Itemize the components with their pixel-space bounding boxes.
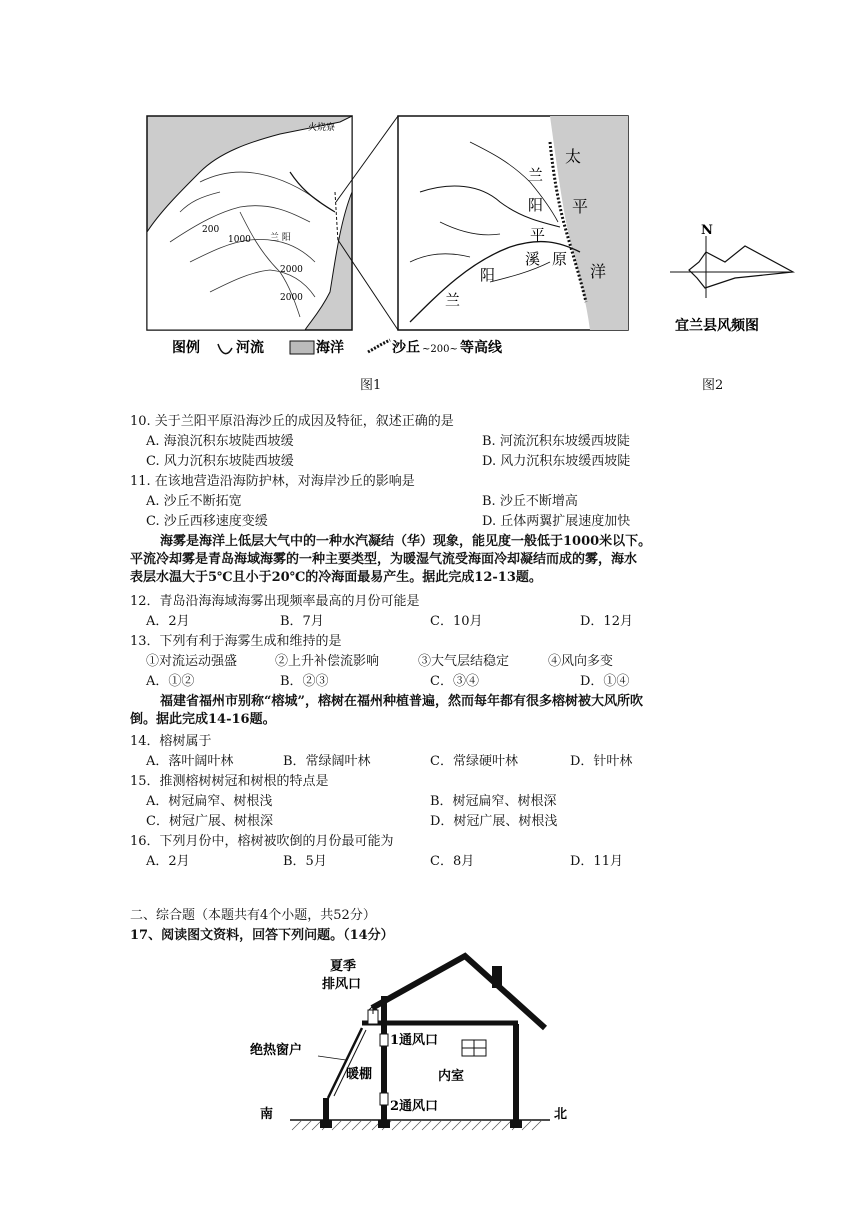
question-13-option-b[interactable]: B．②③ [280, 674, 329, 689]
question-12-option-c[interactable]: C．10月 [430, 614, 483, 629]
question-14-option-b[interactable]: B．常绿阔叶林 [283, 754, 371, 769]
question-16-option-a[interactable]: A．2月 [146, 854, 190, 869]
question-11-option-a[interactable]: A. 沙丘不断拓宽 [146, 494, 242, 509]
contour-label: 2000 [280, 293, 303, 303]
vent-1-label: 1通风口 [390, 1033, 439, 1048]
question-15-option-d[interactable]: D．树冠广展、树根浅 [430, 814, 558, 829]
question-16-option-d[interactable]: D．11月 [570, 854, 623, 869]
question-14-option-c[interactable]: C．常绿硬叶林 [430, 754, 518, 769]
river-label: 兰 [445, 291, 461, 309]
plain-label: 平 [530, 226, 546, 244]
sea-label: 太 [565, 147, 582, 166]
legend-prefix: 图例 [172, 340, 200, 356]
plain-label: 原 [552, 250, 568, 268]
river-icon [218, 344, 232, 354]
question-13-item-4: ④风向多变 [548, 654, 614, 669]
question-12-option-a[interactable]: A．2月 [146, 614, 190, 629]
question-13-stem: 13．下列有利于海雾生成和维持的是 [130, 634, 342, 649]
passage-banyan [130, 693, 730, 729]
figure1-maps [140, 112, 640, 362]
passage-banyan-line1: 福建省福州市别称“榕城”，榕树在福州种植普遍，然而每年都有很多榕树被大风所吹 [160, 694, 643, 709]
question-14-stem: 14．榕树属于 [130, 734, 212, 749]
question-12-option-b[interactable]: B．7月 [280, 614, 324, 629]
insulated-window-label: 绝热窗户 [250, 1043, 303, 1058]
legend-ocean: 海洋 [316, 340, 344, 356]
question-14-option-d[interactable]: D．针叶林 [570, 754, 633, 769]
question-13-item-2: ②上升补偿流影响 [275, 654, 380, 669]
vent-2-label: 2通风口 [390, 1099, 439, 1114]
question-10-stem: 10. 关于兰阳平原沿海沙丘的成因及特征，叙述正确的是 [130, 414, 454, 429]
question-17-stem: 17、阅读图文资料，回答下列问题。（14分） [130, 928, 394, 943]
contour-label: 2000 [280, 265, 303, 275]
greenhouse-label: 暖棚 [346, 1067, 373, 1082]
chimney [492, 966, 502, 988]
question-10-option-d[interactable]: D. 风力沉积东坡缓西坡陡 [482, 454, 631, 469]
passage-fog-line2: 平流冷却雾是青岛海域海雾的一种主要类型，为暖湿气流受海面冷却凝结而成的雾，海水 [130, 552, 638, 567]
insulated-window [328, 1028, 362, 1098]
north-label: N [701, 223, 713, 238]
south-label: 南 [260, 1107, 274, 1122]
map-legend [172, 339, 503, 356]
question-11-option-b[interactable]: B. 沙丘不断增高 [482, 494, 578, 509]
question-11-stem: 11. 在该地营造沿海防护林，对海岸沙丘的影响是 [130, 474, 415, 489]
lanyang-plain-map [398, 116, 628, 330]
passage-banyan-line2: 倒。据此完成14-16题。 [130, 712, 276, 727]
question-14-option-a[interactable]: A．落叶阔叶林 [146, 754, 234, 769]
question-13-item-3: ③大气层结稳定 [418, 654, 510, 669]
section-2-heading [130, 907, 376, 925]
question-13-option-a[interactable]: A．①② [146, 674, 195, 689]
taiwan-north-map [147, 116, 352, 330]
figure2-caption: 图2 [702, 378, 724, 393]
vent-2 [380, 1093, 388, 1105]
passage-fog-line3: 表层水温大于5℃且小于20℃的冷海面最易产生。据此完成12-13题。 [130, 570, 542, 585]
passage-fog [130, 533, 730, 587]
question-16-option-b[interactable]: B．5月 [283, 854, 327, 869]
passage-fog-line1: 海雾是海洋上低层大气中的一种水汽凝结（华）现象，能见度一般低于1000米以下。 [160, 534, 652, 549]
summer-vent-label-2: 排风口 [322, 977, 362, 992]
question-12-stem: 12．青岛沿海海域海雾出现频率最高的月份可能是 [130, 594, 420, 609]
foundation [320, 1120, 332, 1128]
question-10-option-c[interactable]: C. 风力沉积东坡陡西坡缓 [146, 454, 294, 469]
question-11-option-d[interactable]: D. 丘体两翼扩展速度加快 [482, 514, 631, 529]
wind-rose-title: 宜兰县风频图 [675, 318, 759, 334]
question-16-stem: 16．下列月份中，榕树被吹倒的月份最可能为 [130, 834, 394, 849]
question-10-option-b[interactable]: B. 河流沉积东坡缓西坡陡 [482, 434, 630, 449]
question-15-option-c[interactable]: C．树冠广展、树根深 [146, 814, 273, 829]
question-10-option-a[interactable]: A. 海浪沉积东坡陡西坡缓 [146, 434, 294, 449]
legend-river: 河流 [236, 340, 264, 356]
house-diagram [250, 948, 580, 1138]
legend-contour-value: ~200~ [422, 344, 458, 355]
map-label-huoshaoliao: 火烧寮 [308, 123, 336, 133]
summer-vent-label-1: 夏季 [330, 959, 357, 974]
dune-icon [368, 340, 390, 352]
window-leader [318, 1056, 346, 1060]
foundation [510, 1120, 522, 1128]
ocean-swatch [290, 341, 314, 354]
contour-label: 200 [202, 225, 220, 235]
question-12-option-d[interactable]: D．12月 [580, 614, 633, 629]
question-13-item-1: ①对流运动强盛 [146, 654, 238, 669]
question-15-option-a[interactable]: A．树冠扁窄、树根浅 [146, 794, 273, 809]
question-15-option-b[interactable]: B．树冠扁窄、树根深 [430, 794, 557, 809]
section-2-title: 二、综合题 [130, 908, 196, 923]
question-13-option-d[interactable]: D．①④ [580, 674, 630, 689]
question-11-option-c[interactable]: C. 沙丘西移速度变缓 [146, 514, 268, 529]
sea-label: 平 [572, 197, 589, 216]
wind-rose [665, 218, 795, 338]
foundation [378, 1120, 390, 1128]
room-label: 内室 [438, 1069, 465, 1084]
contour-label: 1000 [228, 235, 251, 245]
question-15-stem: 15．推测榕树树冠和树根的特点是 [130, 774, 329, 789]
question-16-option-c[interactable]: C．8月 [430, 854, 475, 869]
roof [372, 956, 545, 1028]
river-label-lanyang: 兰 阳 [270, 233, 291, 243]
legend-contour: 等高线 [460, 340, 502, 356]
vent-1 [380, 1034, 388, 1046]
section-2-note: （本题共有4个小题，共52分） [195, 908, 376, 923]
plain-label: 阳 [528, 196, 544, 214]
wind-frequency-shape [689, 246, 793, 288]
sea-label: 洋 [590, 262, 607, 281]
insulated-window-inner [334, 1030, 366, 1096]
plain-label: 兰 [528, 166, 544, 184]
figure1-caption: 图1 [360, 378, 382, 393]
river-label: 阳 [480, 266, 496, 284]
river-label: 溪 [525, 250, 541, 268]
north-label: 北 [554, 1107, 568, 1122]
legend-dune: 沙丘 [392, 340, 420, 356]
question-13-option-c[interactable]: C．③④ [430, 674, 479, 689]
